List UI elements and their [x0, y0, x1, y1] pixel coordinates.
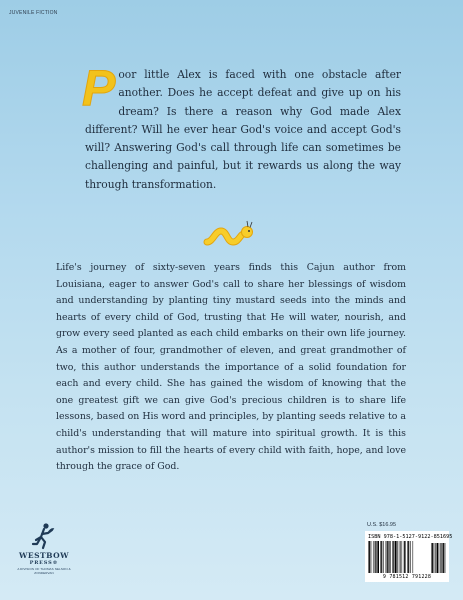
runner-icon: [31, 522, 57, 550]
publisher-logo: [12, 522, 76, 575]
isbn-row: [368, 533, 453, 541]
publisher-press: PRESS®: [29, 560, 59, 566]
barcode-bars: [368, 541, 446, 575]
drop-cap: P: [82, 60, 116, 116]
barcode-digits: 9 781512 791228: [382, 574, 432, 580]
barcode-addon: 51695: [436, 534, 453, 540]
price-label: U.S. $16.95: [367, 522, 397, 528]
author-bio: Life's journey of sixty-seven years finds this Cajun author from Louisiana, eager to answer God's call to share her blessings of wisdom and understanding by planting tiny mustard seeds into the minds and hearts of every child of God, trusting that He will water, nourish, and grow every seed planted as each child embarks on their own life journey. As a mother of four, grandmother of eleven, and great grandmother of two, this author understands the importance of a solid foundation for each and every child. She has gained the wisdom of knowing that the one greatest gift we can give God's precious children is to share life lessons, based on His word and principles, by planting seeds relative to a child's understanding that will mature into spiritual growth. It is this author's mission to fill the hearts of every child with faith, hope, and love through the grace of God.: [56, 262, 406, 473]
synopsis-text: oor little Alex is faced with one obstacle after another. Does he accept defeat and give up on his dream? Is there a reason why God made Alex different? Will he ever hear God's voice and accept God's will? Answering God's call through life can sometimes be challenging and painful, but it rewards us along the way through transformation.: [85, 68, 401, 191]
worm-icon: [203, 218, 257, 248]
publisher-name: WESTBOW: [18, 551, 70, 560]
genre-label: JUVENILE FICTION: [9, 10, 58, 16]
publisher-tagline: A DIVISION OF THOMAS NELSON & ZONDERVAN: [17, 567, 71, 575]
barcode: [365, 531, 453, 582]
isbn-label: ISBN 978-1-5127-9122-8: [368, 534, 437, 540]
synopsis-paragraph: [82, 60, 401, 194]
